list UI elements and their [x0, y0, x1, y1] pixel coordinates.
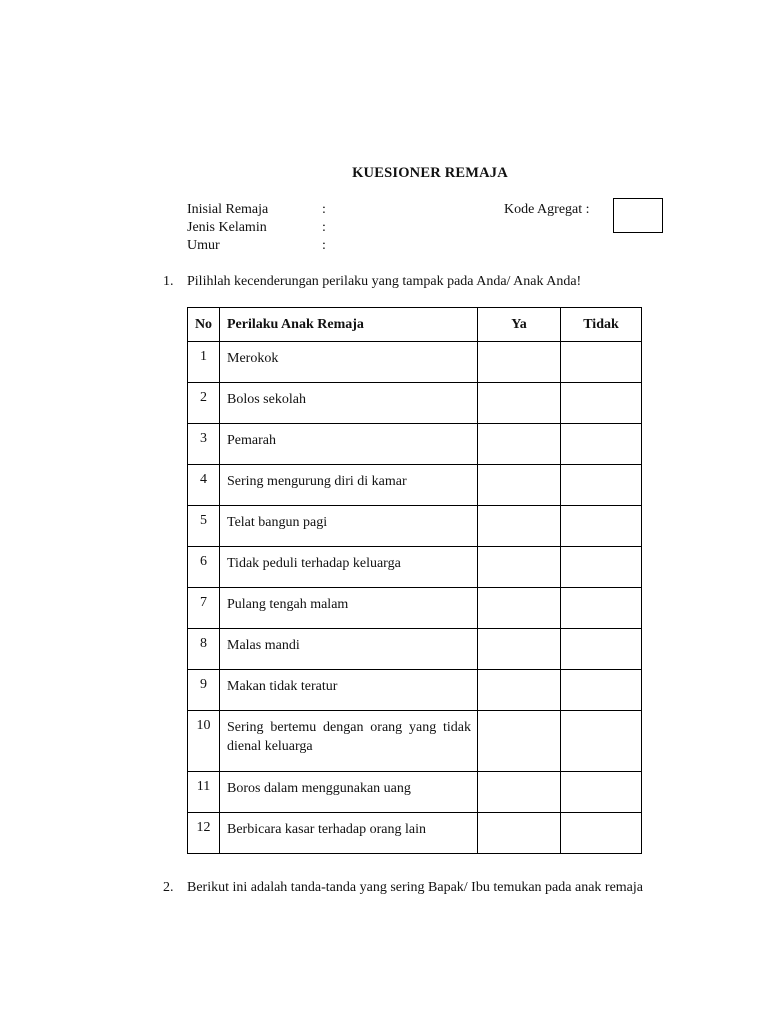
field-separator: : [322, 220, 326, 235]
ya-checkbox-cell[interactable] [478, 588, 561, 629]
row-number: 3 [188, 424, 220, 465]
row-behavior: Merokok [220, 342, 478, 383]
tidak-checkbox-cell[interactable] [561, 772, 642, 813]
table-row [188, 465, 642, 506]
field-separator: : [322, 238, 326, 253]
row-behavior: Pulang tengah malam [220, 588, 478, 629]
row-behavior: Bolos sekolah [220, 383, 478, 424]
table-row [188, 383, 642, 424]
row-number: 4 [188, 465, 220, 506]
ya-checkbox-cell[interactable] [478, 547, 561, 588]
kode-agregat-box[interactable] [613, 198, 663, 233]
table-row [188, 588, 642, 629]
row-number: 10 [188, 711, 220, 772]
tidak-checkbox-cell[interactable] [561, 629, 642, 670]
row-behavior: Malas mandi [220, 629, 478, 670]
field-separator: : [322, 202, 326, 217]
ya-checkbox-cell[interactable] [478, 506, 561, 547]
table-row [188, 547, 642, 588]
row-number: 1 [188, 342, 220, 383]
row-behavior: Boros dalam menggunakan uang [220, 772, 478, 813]
ya-checkbox-cell[interactable] [478, 772, 561, 813]
tidak-checkbox-cell[interactable] [561, 547, 642, 588]
field-label: Inisial Remaja [187, 202, 269, 217]
header-tidak: Tidak [561, 308, 642, 342]
table-row [188, 424, 642, 465]
ya-checkbox-cell[interactable] [478, 465, 561, 506]
table-row [188, 342, 642, 383]
row-behavior: Sering bertemu dengan orang yang tidak dienal keluarga [220, 711, 478, 772]
tidak-checkbox-cell[interactable] [561, 670, 642, 711]
ya-checkbox-cell[interactable] [478, 424, 561, 465]
ya-checkbox-cell[interactable] [478, 342, 561, 383]
document-title: KUESIONER REMAJA [352, 165, 508, 181]
row-number: 11 [188, 772, 220, 813]
tidak-checkbox-cell[interactable] [561, 588, 642, 629]
row-number: 2 [188, 383, 220, 424]
tidak-checkbox-cell[interactable] [561, 506, 642, 547]
tidak-checkbox-cell[interactable] [561, 383, 642, 424]
row-number: 6 [188, 547, 220, 588]
row-number: 5 [188, 506, 220, 547]
field-label: Jenis Kelamin [187, 220, 267, 235]
row-behavior: Berbicara kasar terhadap orang lain [220, 813, 478, 854]
tidak-checkbox-cell[interactable] [561, 813, 642, 854]
table-row [188, 670, 642, 711]
question-text: Pilihlah kecenderungan perilaku yang tampak pada Anda/ Anak Anda! [187, 274, 582, 289]
tidak-checkbox-cell[interactable] [561, 424, 642, 465]
header-behavior: Perilaku Anak Remaja [220, 308, 478, 342]
row-behavior: Pemarah [220, 424, 478, 465]
row-behavior: Telat bangun pagi [220, 506, 478, 547]
row-behavior: Makan tidak teratur [220, 670, 478, 711]
row-behavior: Tidak peduli terhadap keluarga [220, 547, 478, 588]
question-number: 2. [163, 880, 174, 895]
ya-checkbox-cell[interactable] [478, 711, 561, 772]
ya-checkbox-cell[interactable] [478, 670, 561, 711]
header-no: No [188, 308, 220, 342]
ya-checkbox-cell[interactable] [478, 383, 561, 424]
header-ya: Ya [478, 308, 561, 342]
table-row [188, 813, 642, 854]
table-row [188, 629, 642, 670]
tidak-checkbox-cell[interactable] [561, 342, 642, 383]
table-row [188, 711, 642, 772]
tidak-checkbox-cell[interactable] [561, 711, 642, 772]
tidak-checkbox-cell[interactable] [561, 465, 642, 506]
field-label: Umur [187, 238, 220, 253]
question-text: Berikut ini adalah tanda-tanda yang sering Bapak/ Ibu temukan pada anak remaja [187, 880, 643, 895]
table-row [188, 772, 642, 813]
ya-checkbox-cell[interactable] [478, 629, 561, 670]
kode-agregat-label: Kode Agregat : [504, 202, 590, 217]
row-number: 12 [188, 813, 220, 854]
row-behavior: Sering mengurung diri di kamar [220, 465, 478, 506]
row-number: 9 [188, 670, 220, 711]
behavior-table [187, 307, 642, 854]
question-number: 1. [163, 274, 174, 289]
row-number: 8 [188, 629, 220, 670]
row-number: 7 [188, 588, 220, 629]
table-row [188, 506, 642, 547]
ya-checkbox-cell[interactable] [478, 813, 561, 854]
table-header-row [188, 308, 642, 342]
